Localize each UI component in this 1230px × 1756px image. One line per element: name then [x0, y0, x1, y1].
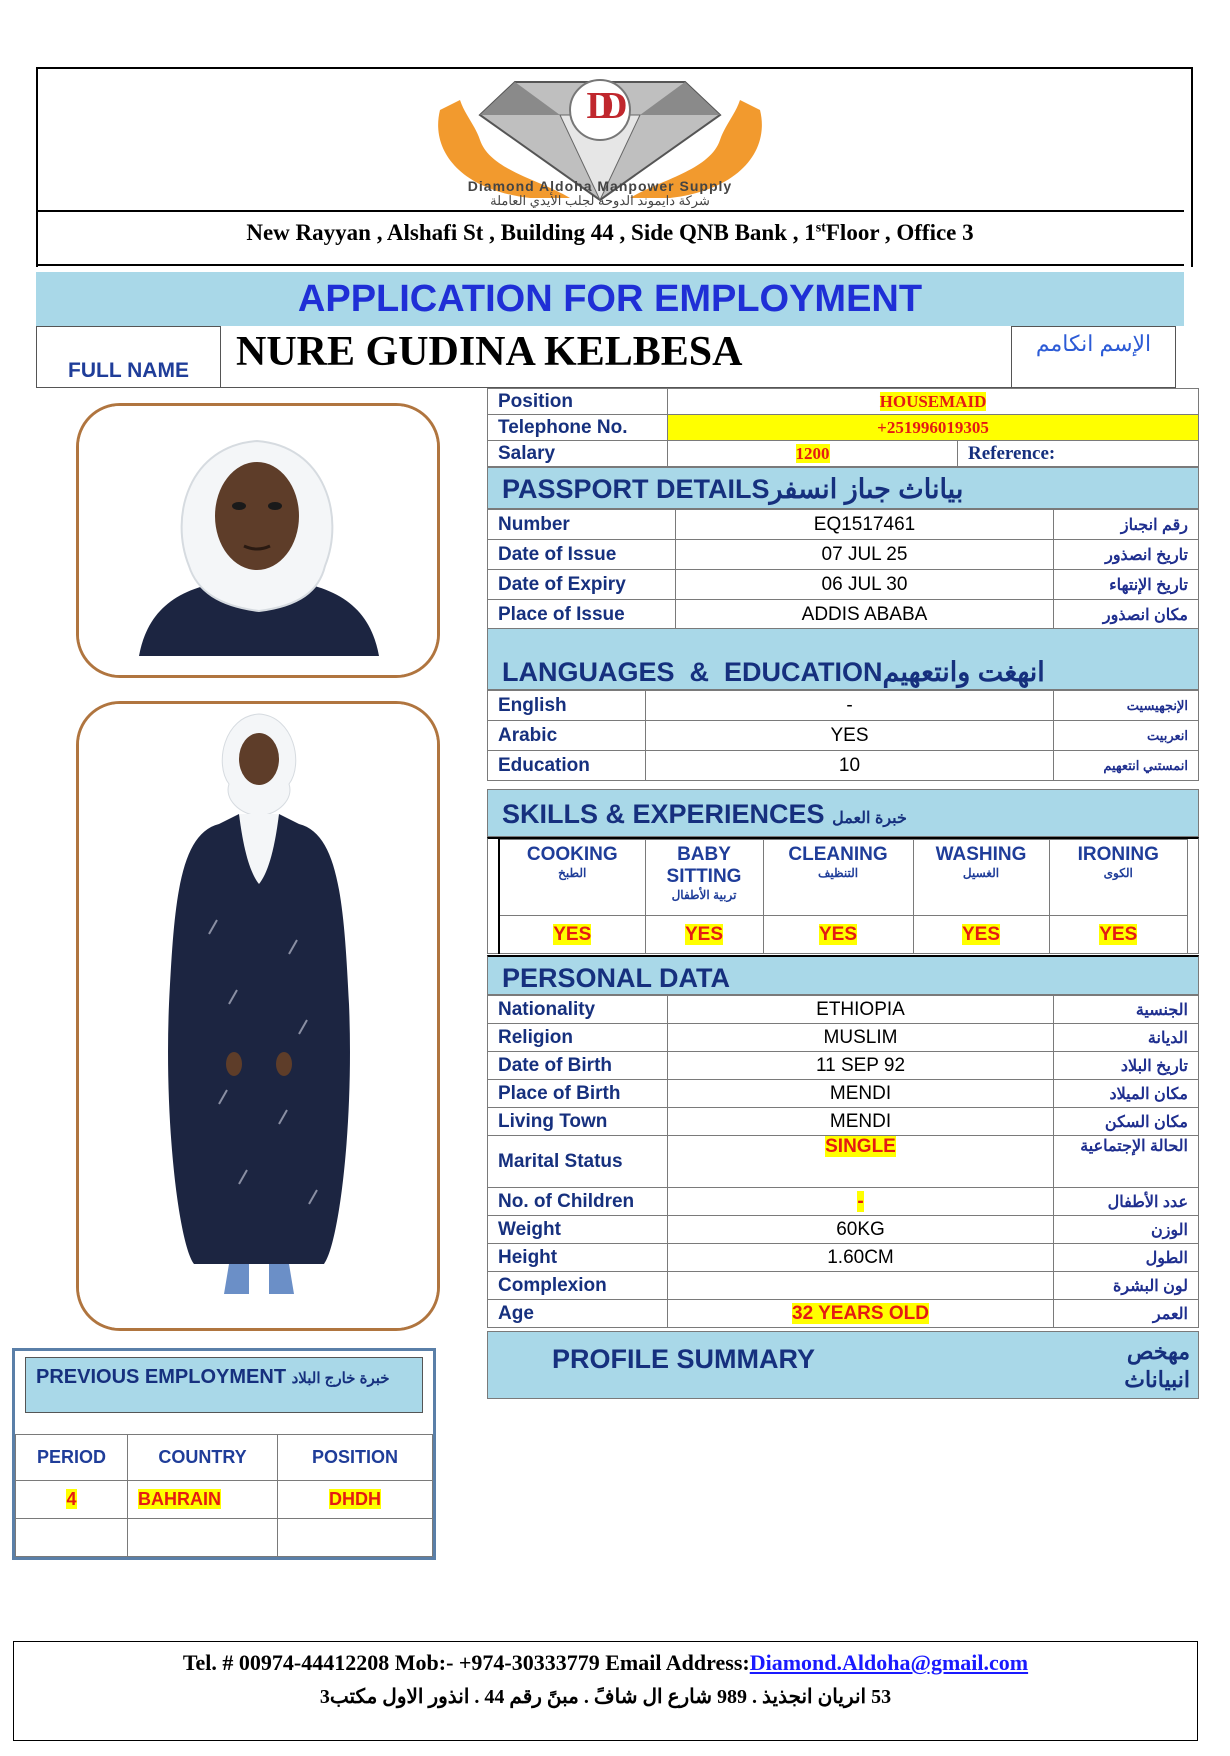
page-title: APPLICATION FOR EMPLOYMENT — [297, 278, 923, 320]
personal-header — [487, 955, 1199, 995]
previous-employment-title: PREVIOUS EMPLOYMENT — [36, 1366, 287, 1388]
skills-table — [498, 839, 1188, 954]
languages-header-en: LANGUAGES & EDUCATION — [502, 657, 883, 687]
previous-employment-box — [12, 1348, 436, 1560]
skill-washing — [913, 840, 1049, 916]
passport-header — [487, 467, 1199, 509]
full-name-row — [36, 326, 1184, 388]
nationality-ar: الجنسية — [1054, 996, 1199, 1024]
contact-table — [487, 388, 1199, 467]
dob-value: 11 SEP 92 — [668, 1052, 1054, 1080]
position-value: HOUSEMAID — [879, 391, 987, 411]
complexion-ar: لون البشرة — [1054, 1272, 1199, 1300]
marital-status-ar: الحالة الإجتماعية — [1054, 1136, 1199, 1188]
employment-period-cell — [16, 1481, 128, 1519]
skill-cleaning-value: YES — [818, 923, 858, 945]
skills-header-en: SKILLS & EXPERIENCES — [502, 799, 825, 829]
passport-number-ar: رقم انجىاز — [1054, 510, 1199, 540]
skill-ironing-cell — [1049, 916, 1188, 954]
skill-cooking-label: COOKING — [526, 844, 618, 865]
marital-status-label: Marital Status — [488, 1136, 668, 1188]
portrait-photo — [79, 406, 437, 675]
employment-position: DHDH — [329, 1489, 381, 1509]
telephone-label: Telephone No. — [488, 415, 668, 441]
age-label: Age — [488, 1300, 668, 1328]
full-body-photo — [79, 704, 437, 1328]
passport-number-value: EQ1517461 — [676, 510, 1054, 540]
weight-ar: الوزن — [1054, 1216, 1199, 1244]
arabic-value: YES — [646, 721, 1054, 751]
footer-phone: Tel. # 00974-44412208 Mob:- +974-30333779 Email Address: — [182, 1650, 750, 1675]
profile-summary-ar: مهخص انبياناث — [1124, 1339, 1190, 1392]
personal-table — [487, 995, 1199, 1328]
languages-header-ar: انهغت وانتعهيم — [882, 657, 1045, 687]
religion-ar: الديانة — [1054, 1024, 1199, 1052]
expiry-date-label: Date of Expiry — [488, 570, 676, 600]
employment-empty-cell — [128, 1519, 278, 1557]
expiry-date-ar: تاريخ الإنتهاء — [1054, 570, 1199, 600]
issue-place-label: Place of Issue — [488, 600, 676, 630]
employment-period: 4 — [66, 1489, 77, 1509]
skill-ironing-value: YES — [1099, 923, 1138, 945]
skill-baby-sitting — [645, 840, 763, 916]
passport-header-ar: بياناث جىاز انسفر — [769, 474, 964, 504]
education-ar: انمستىي انتعهيم — [1054, 751, 1199, 781]
issue-date-label: Date of Issue — [488, 540, 676, 570]
logo-letters: DD — [586, 85, 614, 127]
previous-employment-table — [15, 1434, 433, 1557]
footer-email-link[interactable]: Diamond.Aldoha@gmail.com — [749, 1650, 1029, 1675]
skill-ironing-label: IRONING — [1077, 844, 1159, 865]
employment-position-cell — [278, 1481, 433, 1519]
full-body-photo-frame — [76, 701, 440, 1331]
skill-washing-label: WASHING — [935, 844, 1027, 865]
children-value: - — [857, 1190, 864, 1212]
telephone-value: +251996019305 — [668, 415, 1199, 441]
living-town-label: Living Town — [488, 1108, 668, 1136]
skill-baby-sitting-cell — [645, 916, 763, 954]
dob-ar: تاريخ البلاد — [1054, 1052, 1199, 1080]
education-value: 10 — [646, 751, 1054, 781]
skill-cooking — [499, 840, 645, 916]
complexion-label: Complexion — [488, 1272, 668, 1300]
issue-place-ar: مكان انصذور — [1054, 600, 1199, 630]
weight-label: Weight — [488, 1216, 668, 1244]
nationality-value: ETHIOPIA — [668, 996, 1054, 1024]
skill-baby-sitting-value: YES — [684, 923, 724, 945]
age-ar: العمر — [1054, 1300, 1199, 1328]
skill-cooking-ar: الطبخ — [558, 866, 587, 880]
weight-value: 60KG — [668, 1216, 1054, 1244]
address-end: Floor , Office 3 — [825, 220, 974, 245]
portrait-photo-frame — [76, 403, 440, 678]
salary-label: Salary — [488, 441, 668, 467]
skill-washing-value: YES — [961, 923, 1001, 945]
skill-cleaning — [763, 840, 913, 916]
birthplace-ar: مكان الميلاد — [1054, 1080, 1199, 1108]
skill-baby-sitting-ar: تربية الأطفال — [671, 888, 737, 902]
skills-header-ar: خبرة العمل — [832, 810, 907, 827]
position-cell — [668, 389, 1199, 415]
children-label: No. of Children — [488, 1188, 668, 1216]
full-name-label-ar: الإسم انكامم — [1011, 326, 1176, 388]
expiry-date-value: 06 JUL 30 — [676, 570, 1054, 600]
languages-header — [487, 628, 1199, 690]
footer-address-ar: 53 انريان انجذيذ . 989 شارع ال شافً . مبنً رقم 44 . انذور الاول مكتب3 — [319, 1686, 892, 1708]
dob-label: Date of Birth — [488, 1052, 668, 1080]
company-address — [36, 220, 1184, 246]
employment-country: BAHRAIN — [138, 1489, 221, 1509]
address-main: New Rayyan , Alshafi St , Building 44 , Side QNB Bank , 1 — [246, 220, 816, 245]
marital-status-cell — [668, 1136, 1054, 1188]
languages-table — [487, 690, 1199, 781]
religion-label: Religion — [488, 1024, 668, 1052]
english-ar: الإنجهيسيت — [1054, 691, 1199, 721]
religion-value: MUSLIM — [668, 1024, 1054, 1052]
full-name-label: FULL NAME — [36, 326, 221, 388]
reference-label: Reference: — [958, 441, 1199, 467]
previous-employment-title-ar: خبرة خارج البلاد — [291, 1370, 390, 1387]
age-cell — [668, 1300, 1054, 1328]
skill-cooking-cell — [499, 916, 645, 954]
country-header: COUNTRY — [128, 1435, 278, 1481]
height-label: Height — [488, 1244, 668, 1272]
marital-status-value: SINGLE — [825, 1136, 896, 1157]
complexion-value — [668, 1272, 1054, 1300]
birthplace-value: MENDI — [668, 1080, 1054, 1108]
profile-summary — [487, 1331, 1199, 1399]
skills-header — [487, 789, 1199, 837]
age-value: 32 YEARS OLD — [792, 1302, 929, 1324]
education-label: Education — [488, 751, 646, 781]
skill-ironing — [1049, 840, 1188, 916]
salary-cell — [668, 441, 958, 467]
passport-number-label: Number — [488, 510, 676, 540]
skill-cleaning-label: CLEANING — [788, 844, 888, 865]
english-label: English — [488, 691, 646, 721]
height-value: 1.60CM — [668, 1244, 1054, 1272]
skill-cleaning-cell — [763, 916, 913, 954]
living-town-ar: مكان السكن — [1054, 1108, 1199, 1136]
company-name-ar: شركة دايموند الدوحة لجلب الأيدي العاملة — [490, 193, 710, 208]
employment-country-cell — [128, 1481, 278, 1519]
birthplace-label: Place of Birth — [488, 1080, 668, 1108]
children-ar: عدد الأطفال — [1054, 1188, 1199, 1216]
height-ar: الطول — [1054, 1244, 1199, 1272]
employment-empty-cell — [278, 1519, 433, 1557]
position-label: Position — [488, 389, 668, 415]
arabic-ar: انعربيت — [1054, 721, 1199, 751]
children-cell — [668, 1188, 1054, 1216]
skill-cooking-value: YES — [553, 923, 592, 945]
english-value: - — [646, 691, 1054, 721]
passport-table — [487, 509, 1199, 630]
issue-date-ar: تاريخ انصذور — [1054, 540, 1199, 570]
address-sup: st — [815, 220, 826, 236]
personal-header-en: PERSONAL DATA — [502, 963, 731, 993]
previous-employment-title-box — [25, 1357, 423, 1413]
nationality-label: Nationality — [488, 996, 668, 1024]
footer-contact — [13, 1650, 1198, 1676]
full-name-value: NURE GUDINA KELBESA — [221, 326, 1011, 388]
passport-header-en: PASSPORT DETAILS — [502, 474, 770, 504]
skill-baby-sitting-label: BABY SITTING — [666, 844, 742, 887]
position-header: POSITION — [278, 1435, 433, 1481]
skill-cleaning-ar: التنظيف — [817, 866, 859, 880]
skills-table-wrap — [487, 837, 1199, 954]
issue-date-value: 07 JUL 25 — [676, 540, 1054, 570]
employment-empty-cell — [16, 1519, 128, 1557]
profile-summary-label: PROFILE SUMMARY — [552, 1344, 815, 1374]
issue-place-value: ADDIS ABABA — [676, 600, 1054, 630]
skill-washing-ar: الغسيل — [962, 866, 1000, 880]
salary-value: 1200 — [795, 443, 830, 463]
skill-washing-cell — [913, 916, 1049, 954]
skill-ironing-ar: الكوى — [1103, 866, 1133, 880]
living-town-value: MENDI — [668, 1108, 1054, 1136]
title-bar — [36, 272, 1184, 326]
company-name-en: Diamond Aldoha Manpower Supply — [467, 178, 733, 194]
arabic-label: Arabic — [488, 721, 646, 751]
period-header: PERIOD — [16, 1435, 128, 1481]
